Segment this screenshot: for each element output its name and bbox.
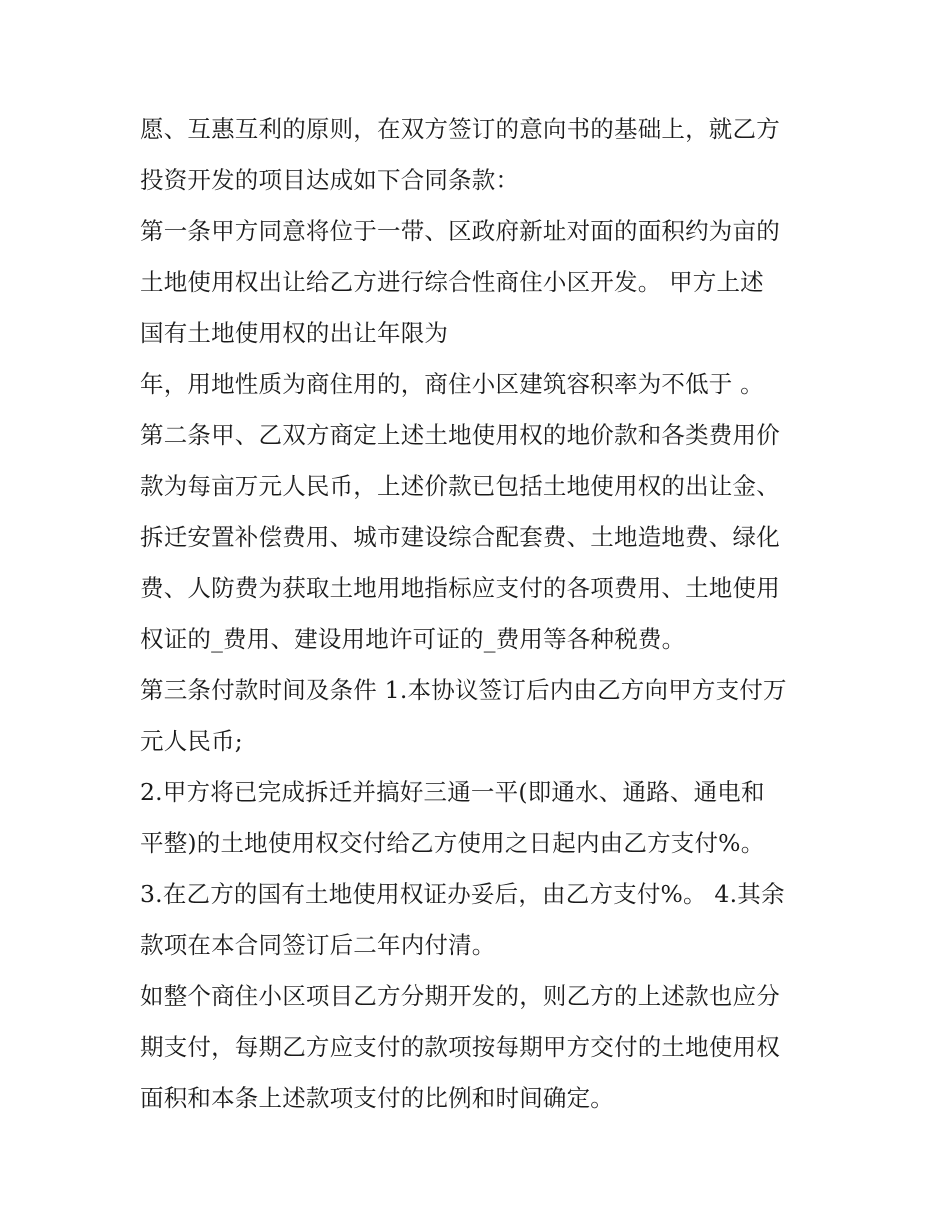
text-line: 第一条甲方同意将位于一带、区政府新址对面的面积约为亩的 [140,217,780,245]
text-line: 国有土地使用权的出让年限为 [140,319,449,347]
text-line: 款项在本合同签订后二年内付清。 [140,931,496,959]
text-line: 平整)的土地使用权交付给乙方使用之日起内由乙方支付%。 [140,829,765,857]
text-line: 款为每亩万元人民币，上述价款已包括土地使用权的出让金、 [140,472,780,500]
text-line: 土地使用权出让给乙方进行综合性商住小区开发。 甲方上述 [140,268,764,296]
text-line: 拆迁安置补偿费用、城市建设综合配套费、土地造地费、绿化 [140,523,780,551]
contract-text-body [140,104,820,1124]
text-line: 如整个商住小区项目乙方分期开发的，则乙方的上述款也应分 [140,982,780,1010]
text-line: 第二条甲、乙双方商定上述土地使用权的地价款和各类费用价 [140,421,780,449]
text-line: 权证的_费用、建设用地许可证的_费用等各种税费。 [140,625,686,653]
text-line: 费、人防费为获取土地用地指标应支付的各项费用、土地使用 [140,574,780,602]
text-line: 3.在乙方的国有土地使用权证办妥后，由乙方支付%。 4.其余 [140,880,785,908]
text-line: 期支付，每期乙方应支付的款项按每期甲方交付的土地使用权 [140,1033,780,1061]
text-line: 元人民币; [140,727,243,755]
text-line: 第三条付款时间及条件 1.本协议签订后内由乙方向甲方支付万 [140,676,787,704]
text-line: 面积和本条上述款项支付的比例和时间确定。 [140,1084,614,1112]
text-line: 年，用地性质为商住用的，商住小区建筑容积率为不低于 。 [140,370,764,398]
text-line: 投资开发的项目达成如下合同条款： [140,166,520,194]
text-line: 愿、互惠互利的原则，在双方签订的意向书的基础上，就乙方 [140,115,780,143]
text-line: 2.甲方将已完成拆迁并搞好三通一平(即通水、通路、通电和 [140,778,765,806]
